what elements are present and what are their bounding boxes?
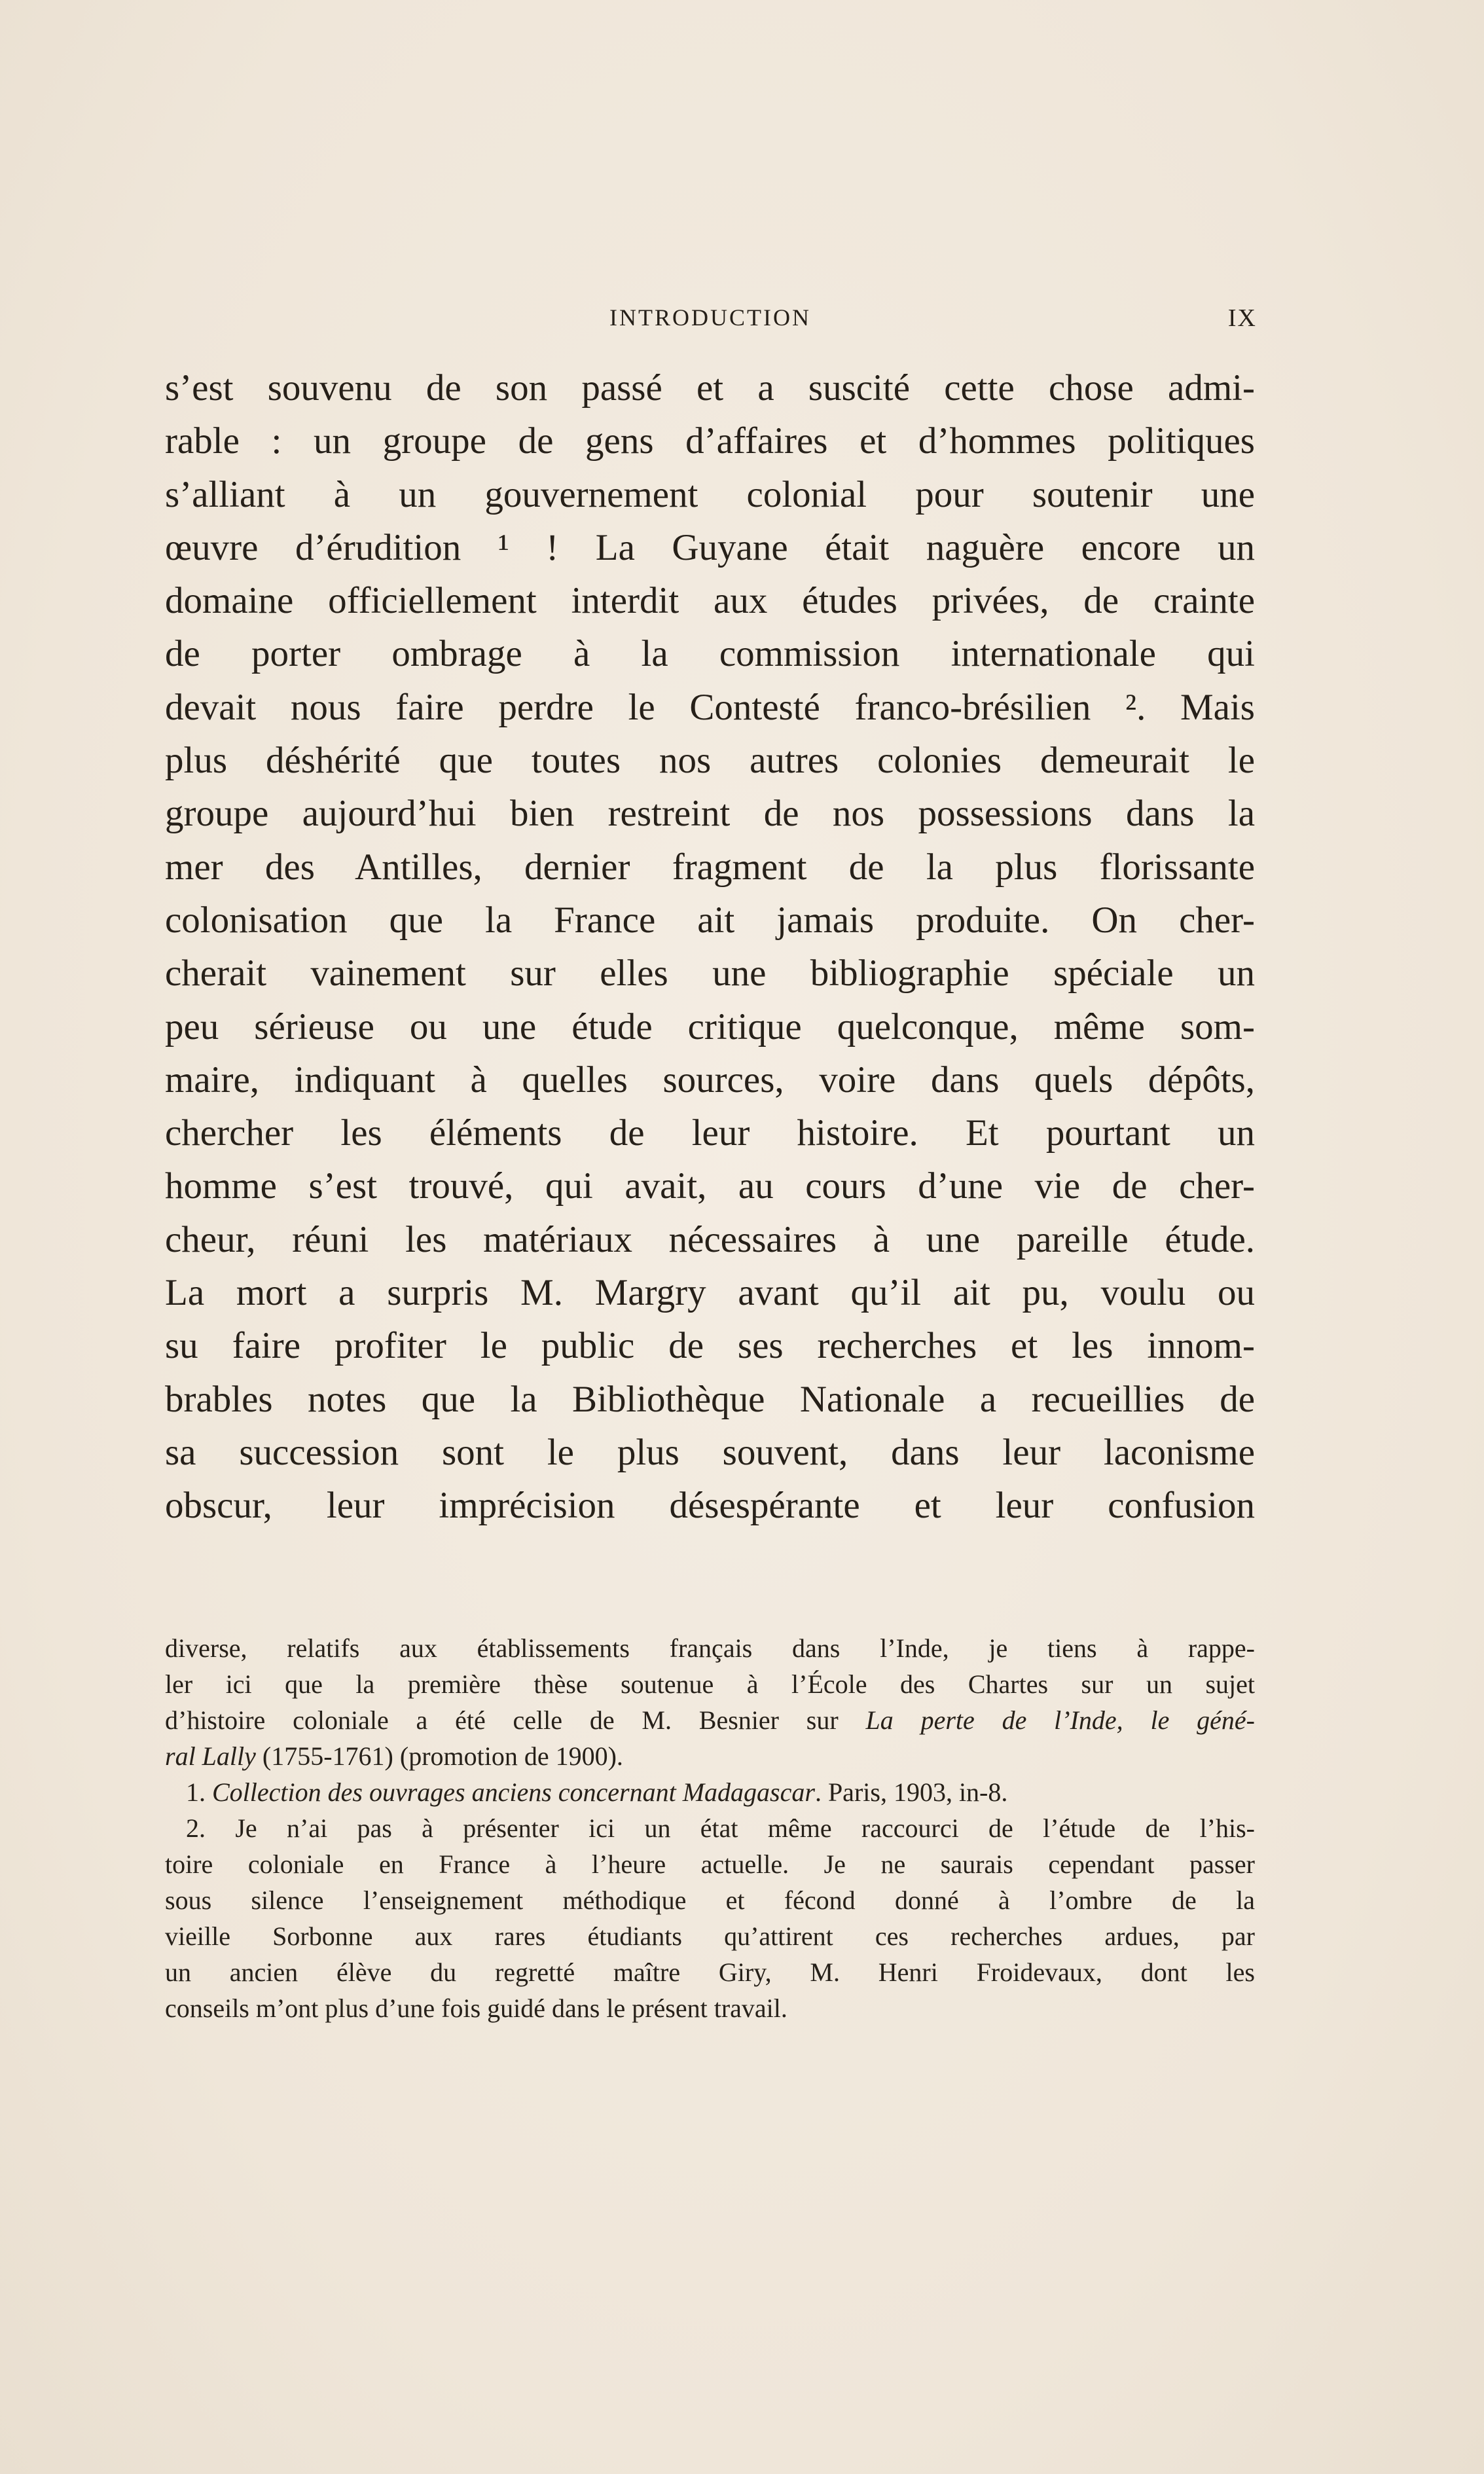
body-line: œuvre d’érudition ¹ ! La Guyane était naguère encore un	[165, 526, 1255, 568]
footnote-title-italic: La perte de l’Inde, le géné-	[865, 1705, 1255, 1735]
footnote-title-italic: Collection des ouvrages anciens concernant Madagascar	[212, 1777, 815, 1807]
body-line: chercher les éléments de leur histoire. Et pourtant un	[165, 1112, 1255, 1154]
footnote-title-italic: ral Lally	[165, 1741, 256, 1771]
footnote-2-line: conseils m’ont plus d’une fois guidé dans le présent travail.	[165, 1993, 787, 2023]
body-line: su faire profiter le public de ses recherches et les innom-	[165, 1325, 1255, 1367]
footnote-text: d’histoire coloniale a été celle de M. Besnier sur	[165, 1705, 866, 1735]
footnote-continued-line: ler ici que la première thèse soutenue à l’École des Chartes sur un sujet	[165, 1669, 1255, 1699]
body-line: peu sérieuse ou une étude critique quelconque, même som-	[165, 1006, 1255, 1047]
body-line: sa succession sont le plus souvent, dans leur laconisme	[165, 1431, 1255, 1473]
footnote-continued-line	[165, 1738, 1255, 1774]
body-line: domaine officiellement interdit aux études privées, de crainte	[165, 580, 1255, 622]
body-line: La mort a surpris M. Margry avant qu’il ait pu, voulu ou	[165, 1272, 1255, 1314]
footnote-marker: 1.	[186, 1777, 206, 1807]
body-line: groupe aujourd’hui bien restreint de nos possessions dans la	[165, 793, 1255, 835]
main-text-block	[165, 361, 1255, 1533]
body-line: cheur, réuni les matériaux nécessaires à une pareille étude.	[165, 1218, 1255, 1260]
footnote-2	[165, 1810, 1255, 1846]
footnote-2-line: un ancien élève du regretté maître Giry, M. Henri Froidevaux, dont les	[165, 1957, 1255, 1987]
running-head-title: INTRODUCTION	[609, 304, 811, 331]
footnote-marker: 2.	[186, 1813, 206, 1843]
body-line: mer des Antilles, dernier fragment de la plus florissante	[165, 846, 1255, 888]
footnote-1	[165, 1774, 1255, 1810]
body-line: devait nous faire perdre le Contesté franco-brésilien ². Mais	[165, 686, 1255, 728]
footnote-2-line: toire coloniale en France à l’heure actuelle. Je ne saurais cependant passer	[165, 1849, 1255, 1879]
body-line: de porter ombrage à la commission internationale qui	[165, 633, 1255, 675]
footnote-text: (1755-1761) (promotion de 1900).	[255, 1741, 623, 1771]
footnote-text: Je n’ai pas à présenter ici un état même raccourci de l’étude de l’his-	[235, 1813, 1255, 1843]
body-line: maire, indiquant à quelles sources, voire dans quels dépôts,	[165, 1059, 1255, 1101]
body-line: plus déshérité que toutes nos autres colonies demeurait le	[165, 740, 1255, 782]
footnote-text: . Paris, 1903, in-8.	[814, 1777, 1008, 1807]
footnote-2-line: sous silence l’enseignement méthodique et fécond donné à l’ombre de la	[165, 1885, 1255, 1915]
body-line: obscur, leur imprécision désespérante et leur confusion	[165, 1485, 1255, 1527]
running-head	[164, 300, 1257, 339]
body-line: cherait vainement sur elles une bibliographie spéciale un	[165, 953, 1255, 994]
body-line: brables notes que la Bibliothèque Nationale a recueillies de	[165, 1378, 1255, 1420]
footnote-continued-line: diverse, relatifs aux établissements français dans l’Inde, je tiens à rappe-	[165, 1633, 1255, 1663]
page-number: IX	[1227, 304, 1257, 332]
footnote-continued-line	[165, 1702, 1255, 1738]
body-line: s’alliant à un gouvernement colonial pour soutenir une	[165, 473, 1255, 515]
body-line: s’est souvenu de son passé et a suscité cette chose admi-	[165, 367, 1255, 409]
body-line: colonisation que la France ait jamais produite. On cher-	[165, 899, 1255, 941]
body-line: rable : un groupe de gens d’affaires et d’hommes politiques	[165, 420, 1255, 462]
body-line: homme s’est trouvé, qui avait, au cours d’une vie de cher-	[165, 1165, 1255, 1207]
footnotes	[165, 1630, 1255, 2026]
footnote-2-line: vieille Sorbonne aux rares étudiants qu’attirent ces recherches ardues, par	[165, 1921, 1255, 1951]
